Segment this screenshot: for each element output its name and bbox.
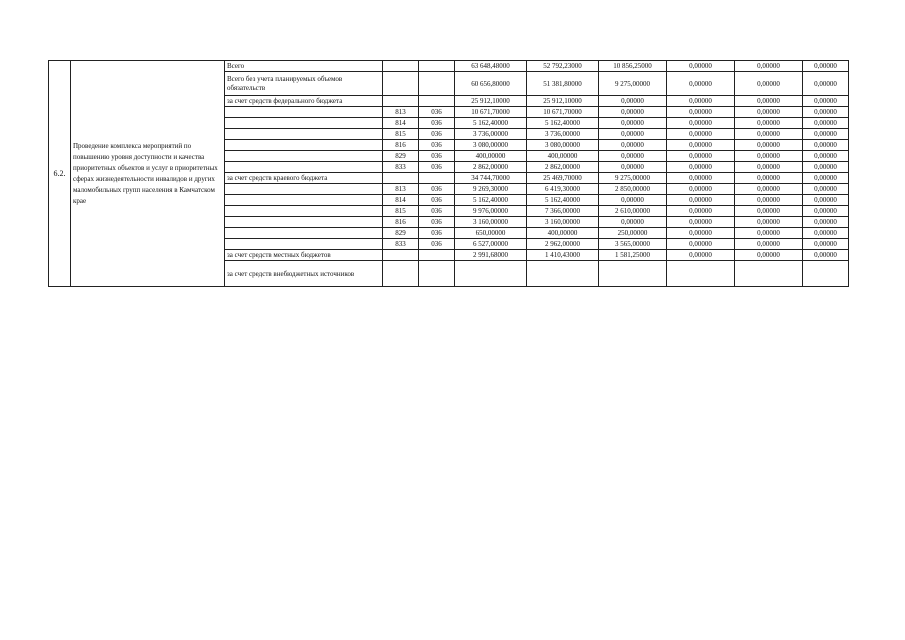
- amount-cell: 2 862,00000: [455, 162, 527, 173]
- funding-source-cell: [225, 118, 383, 129]
- amount-cell: 9 976,00000: [455, 206, 527, 217]
- section-code-cell: [419, 96, 455, 107]
- funding-source-cell: Всего: [225, 61, 383, 72]
- amount-cell: 0,00000: [599, 140, 667, 151]
- amount-cell: 400,00000: [527, 228, 599, 239]
- amount-cell: 0,00000: [667, 228, 735, 239]
- funding-source-cell: [225, 162, 383, 173]
- section-code-cell: 036: [419, 140, 455, 151]
- funding-source-cell: [225, 151, 383, 162]
- section-code-cell: 036: [419, 217, 455, 228]
- amount-cell: 5 162,40000: [455, 118, 527, 129]
- amount-cell: 0,00000: [735, 217, 803, 228]
- admin-code-cell: 829: [383, 228, 419, 239]
- section-code-cell: 036: [419, 107, 455, 118]
- amount-cell: 1 581,25000: [599, 250, 667, 261]
- amount-cell: 0,00000: [803, 195, 849, 206]
- amount-cell: 5 162,40000: [527, 195, 599, 206]
- amount-cell: 0,00000: [803, 72, 849, 96]
- amount-cell: 0,00000: [667, 173, 735, 184]
- amount-cell: 10 671,70000: [527, 107, 599, 118]
- admin-code-cell: [383, 61, 419, 72]
- activity-title: Проведение комплекса мероприятий по повышению уровня доступности и качества приоритетных объектов и услуг в приоритетных сферах жизнедеятельности инвалидов и других маломобильных групп населения в Камчатском крае: [71, 61, 225, 287]
- amount-cell: 0,00000: [599, 107, 667, 118]
- amount-cell: 5 162,40000: [455, 195, 527, 206]
- amount-cell: 0,00000: [803, 140, 849, 151]
- admin-code-cell: 829: [383, 151, 419, 162]
- amount-cell: 0,00000: [599, 162, 667, 173]
- amount-cell: 0,00000: [735, 173, 803, 184]
- amount-cell: 2 850,00000: [599, 184, 667, 195]
- admin-code-cell: 833: [383, 239, 419, 250]
- amount-cell: 34 744,70000: [455, 173, 527, 184]
- amount-cell: 0,00000: [803, 118, 849, 129]
- section-code-cell: 036: [419, 162, 455, 173]
- amount-cell: 400,00000: [527, 151, 599, 162]
- admin-code-cell: 813: [383, 107, 419, 118]
- amount-cell: 0,00000: [735, 129, 803, 140]
- section-code-cell: 036: [419, 239, 455, 250]
- amount-cell: 3 160,00000: [455, 217, 527, 228]
- admin-code-cell: 813: [383, 184, 419, 195]
- amount-cell: 0,00000: [803, 61, 849, 72]
- amount-cell: 3 736,00000: [455, 129, 527, 140]
- amount-cell: 0,00000: [803, 151, 849, 162]
- section-code-cell: [419, 72, 455, 96]
- section-code-cell: 036: [419, 206, 455, 217]
- section-code-cell: [419, 173, 455, 184]
- amount-cell: 3 080,00000: [527, 140, 599, 151]
- amount-cell: 3 080,00000: [455, 140, 527, 151]
- amount-cell: 0,00000: [735, 250, 803, 261]
- amount-cell: 0,00000: [599, 151, 667, 162]
- amount-cell: 0,00000: [735, 151, 803, 162]
- admin-code-cell: [383, 261, 419, 287]
- amount-cell: 0,00000: [803, 107, 849, 118]
- amount-cell: 25 912,10000: [455, 96, 527, 107]
- amount-cell: 2 862,00000: [527, 162, 599, 173]
- amount-cell: 0,00000: [599, 96, 667, 107]
- admin-code-cell: 815: [383, 206, 419, 217]
- amount-cell: 3 565,00000: [599, 239, 667, 250]
- amount-cell: 0,00000: [803, 206, 849, 217]
- amount-cell: 25 469,70000: [527, 173, 599, 184]
- amount-cell: 0,00000: [735, 61, 803, 72]
- amount-cell: 0,00000: [735, 140, 803, 151]
- funding-source-cell: [225, 217, 383, 228]
- amount-cell: 0,00000: [667, 72, 735, 96]
- amount-cell: [455, 261, 527, 287]
- amount-cell: 0,00000: [803, 217, 849, 228]
- admin-code-cell: 833: [383, 162, 419, 173]
- section-code-cell: [419, 250, 455, 261]
- admin-code-cell: [383, 96, 419, 107]
- amount-cell: 0,00000: [667, 184, 735, 195]
- amount-cell: 6 419,30000: [527, 184, 599, 195]
- amount-cell: 0,00000: [667, 250, 735, 261]
- amount-cell: 0,00000: [667, 96, 735, 107]
- amount-cell: 0,00000: [599, 217, 667, 228]
- section-code-cell: 036: [419, 184, 455, 195]
- funding-source-cell: Всего без учета планируемых объемов обязательств: [225, 72, 383, 96]
- amount-cell: 1 410,43000: [527, 250, 599, 261]
- amount-cell: 0,00000: [803, 129, 849, 140]
- amount-cell: 0,00000: [667, 129, 735, 140]
- admin-code-cell: 816: [383, 140, 419, 151]
- amount-cell: [527, 261, 599, 287]
- amount-cell: 0,00000: [803, 239, 849, 250]
- funding-source-cell: [225, 228, 383, 239]
- section-code-cell: 036: [419, 195, 455, 206]
- admin-code-cell: [383, 173, 419, 184]
- amount-cell: 0,00000: [735, 96, 803, 107]
- funding-source-cell: за счет средств внебюджетных источников: [225, 261, 383, 287]
- amount-cell: 10 671,70000: [455, 107, 527, 118]
- amount-cell: 9 269,30000: [455, 184, 527, 195]
- section-code-cell: 036: [419, 228, 455, 239]
- amount-cell: 2 610,00000: [599, 206, 667, 217]
- section-code-cell: [419, 61, 455, 72]
- amount-cell: [803, 261, 849, 287]
- admin-code-cell: [383, 72, 419, 96]
- amount-cell: 7 366,00000: [527, 206, 599, 217]
- funding-source-cell: [225, 107, 383, 118]
- amount-cell: 0,00000: [667, 61, 735, 72]
- amount-cell: 60 656,80000: [455, 72, 527, 96]
- table-row: [49, 61, 849, 72]
- row-number: 6.2.: [49, 61, 71, 287]
- amount-cell: 5 162,40000: [527, 118, 599, 129]
- section-code-cell: 036: [419, 118, 455, 129]
- funding-source-cell: [225, 239, 383, 250]
- admin-code-cell: 814: [383, 118, 419, 129]
- amount-cell: 3 736,00000: [527, 129, 599, 140]
- amount-cell: 0,00000: [667, 162, 735, 173]
- amount-cell: 0,00000: [667, 118, 735, 129]
- amount-cell: 6 527,00000: [455, 239, 527, 250]
- budget-table: [48, 60, 849, 287]
- funding-source-cell: [225, 206, 383, 217]
- amount-cell: 0,00000: [735, 239, 803, 250]
- section-code-cell: [419, 261, 455, 287]
- amount-cell: 0,00000: [803, 173, 849, 184]
- amount-cell: 0,00000: [599, 129, 667, 140]
- admin-code-cell: 814: [383, 195, 419, 206]
- amount-cell: 63 648,48000: [455, 61, 527, 72]
- amount-cell: 0,00000: [803, 96, 849, 107]
- amount-cell: 0,00000: [735, 184, 803, 195]
- funding-source-cell: [225, 184, 383, 195]
- amount-cell: 0,00000: [667, 206, 735, 217]
- amount-cell: 0,00000: [667, 151, 735, 162]
- amount-cell: 650,00000: [455, 228, 527, 239]
- amount-cell: 0,00000: [803, 228, 849, 239]
- admin-code-cell: [383, 250, 419, 261]
- amount-cell: 0,00000: [803, 184, 849, 195]
- admin-code-cell: 815: [383, 129, 419, 140]
- amount-cell: 25 912,10000: [527, 96, 599, 107]
- amount-cell: [599, 261, 667, 287]
- amount-cell: 0,00000: [735, 206, 803, 217]
- amount-cell: 2 991,68000: [455, 250, 527, 261]
- amount-cell: [667, 261, 735, 287]
- amount-cell: 0,00000: [599, 195, 667, 206]
- amount-cell: 0,00000: [735, 107, 803, 118]
- funding-source-cell: за счет средств федерального бюджета: [225, 96, 383, 107]
- amount-cell: 0,00000: [735, 195, 803, 206]
- section-code-cell: 036: [419, 129, 455, 140]
- table-body: [49, 61, 849, 287]
- amount-cell: 9 275,00000: [599, 72, 667, 96]
- amount-cell: 0,00000: [735, 228, 803, 239]
- amount-cell: 2 962,00000: [527, 239, 599, 250]
- amount-cell: 400,00000: [455, 151, 527, 162]
- amount-cell: 0,00000: [667, 239, 735, 250]
- amount-cell: 0,00000: [803, 162, 849, 173]
- amount-cell: 0,00000: [735, 162, 803, 173]
- funding-source-cell: [225, 129, 383, 140]
- funding-source-cell: за счет средств местных бюджетов: [225, 250, 383, 261]
- amount-cell: 0,00000: [735, 118, 803, 129]
- amount-cell: 52 792,23000: [527, 61, 599, 72]
- admin-code-cell: 816: [383, 217, 419, 228]
- amount-cell: 0,00000: [803, 250, 849, 261]
- funding-source-cell: [225, 140, 383, 151]
- amount-cell: [735, 261, 803, 287]
- amount-cell: 250,00000: [599, 228, 667, 239]
- amount-cell: 0,00000: [735, 72, 803, 96]
- amount-cell: 0,00000: [667, 107, 735, 118]
- amount-cell: 3 160,00000: [527, 217, 599, 228]
- amount-cell: 10 856,25000: [599, 61, 667, 72]
- amount-cell: 51 381,80000: [527, 72, 599, 96]
- funding-source-cell: [225, 195, 383, 206]
- funding-source-cell: за счет средств краевого бюджета: [225, 173, 383, 184]
- amount-cell: 0,00000: [667, 140, 735, 151]
- amount-cell: 9 275,00000: [599, 173, 667, 184]
- amount-cell: 0,00000: [599, 118, 667, 129]
- amount-cell: 0,00000: [667, 217, 735, 228]
- amount-cell: 0,00000: [667, 195, 735, 206]
- section-code-cell: 036: [419, 151, 455, 162]
